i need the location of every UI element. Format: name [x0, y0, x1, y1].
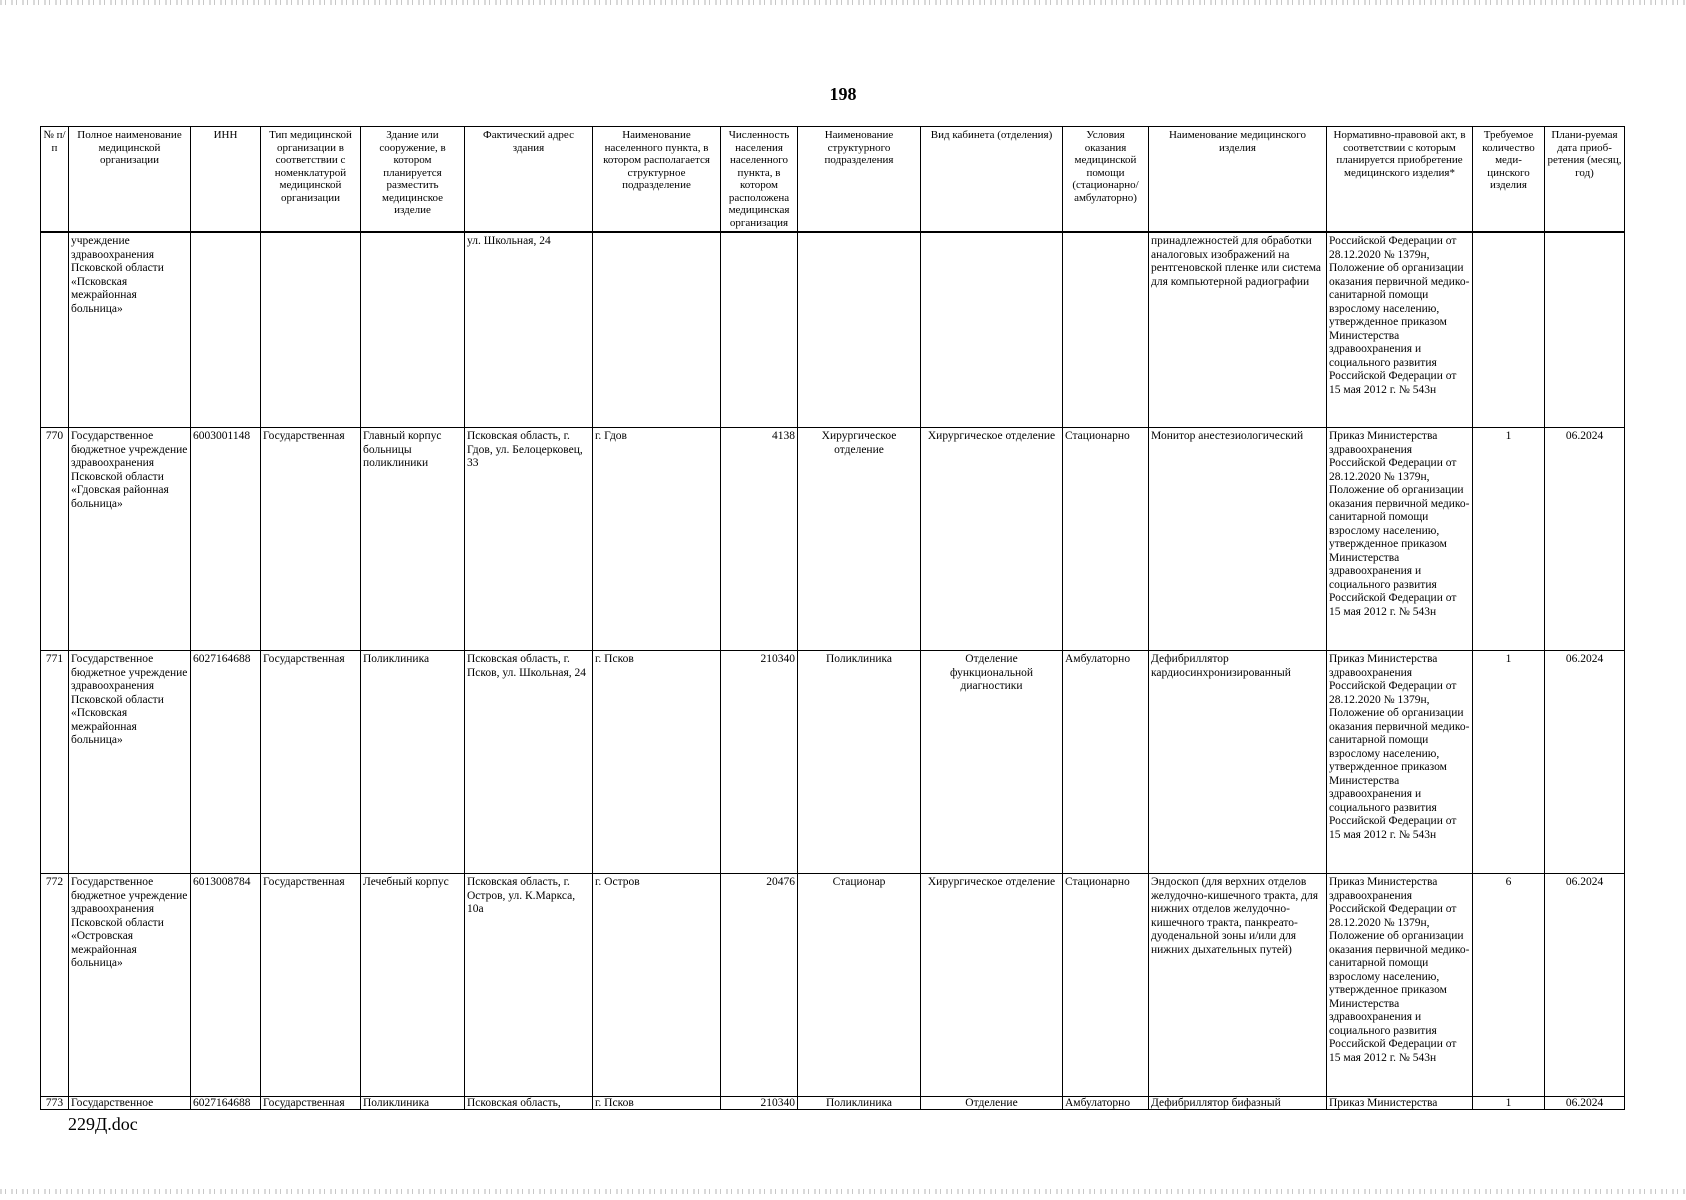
- cell-device: принадлежностей для обработки аналоговых изображений на рентгеновской пленке или система для компьютерной радиографии: [1149, 232, 1327, 428]
- cell-inn: 6013008784: [191, 874, 261, 1097]
- cell-settlement: г. Псков: [593, 1097, 721, 1110]
- cell-population: [721, 232, 798, 428]
- cell-date: 06.2024: [1545, 874, 1625, 1097]
- cell-population: 20476: [721, 874, 798, 1097]
- cell-cabinet: Хирургическое отделение: [921, 428, 1063, 651]
- table-row: [41, 651, 1625, 874]
- cell-qty: 1: [1473, 428, 1545, 651]
- scan-edge-top: [0, 0, 1686, 5]
- header-device: Наименование медицинского изделия: [1149, 127, 1327, 233]
- cell-num: [41, 232, 69, 428]
- cell-date: [1545, 232, 1625, 428]
- cell-qty: 1: [1473, 1097, 1545, 1110]
- cell-cabinet: [921, 232, 1063, 428]
- cell-unit: [798, 232, 921, 428]
- cell-building: Поликлиника: [361, 651, 465, 874]
- table-row: [41, 874, 1625, 1097]
- header-date: Плани-руемая дата приоб-ретения (месяц, год): [1545, 127, 1625, 233]
- header-type: Тип медицинской организации в соответствии с номенклатурой медицинской организации: [261, 127, 361, 233]
- header-settlement: Наименование населенного пункта, в котором располагается структурное подразделение: [593, 127, 721, 233]
- header-conditions: Условия оказания медицинской помощи (стационарно/ амбулаторно): [1063, 127, 1149, 233]
- cell-org: учреждение здравоохранения Псковской области «Псковская межрайонная больница»: [69, 232, 191, 428]
- cell-qty: 6: [1473, 874, 1545, 1097]
- table-row: [41, 232, 1625, 428]
- cell-conditions: Амбулаторно: [1063, 1097, 1149, 1110]
- cell-conditions: [1063, 232, 1149, 428]
- cell-type: Государственная: [261, 428, 361, 651]
- medical-equipment-table: [40, 126, 1625, 1110]
- cell-act: Приказ Министерства здравоохранения Российской Федерации от 28.12.2020 № 1379н, Положение об организации оказания первичной медико-санитарной помощи взрослому населению, утвержденное приказом Министерства здравоохранения и социального развития Российской Федерации от 15 мая 2012 г. № 543н: [1327, 428, 1473, 651]
- cell-act: Приказ Министерства здравоохранения Российской Федерации от 28.12.2020 № 1379н, Положение об организации оказания первичной медико-санитарной помощи взрослому населению, утвержденное приказом Министерства здравоохранения и социального развития Российской Федерации от 15 мая 2012 г. № 543н: [1327, 651, 1473, 874]
- header-building: Здание или сооружение, в котором планируется разместить медицинское изделие: [361, 127, 465, 233]
- cell-address: Псковская область, г. Остров, ул. К.Маркса, 10а: [465, 874, 593, 1097]
- cell-building: Поликлиника: [361, 1097, 465, 1110]
- cell-population: 4138: [721, 428, 798, 651]
- table-row: [41, 428, 1625, 651]
- cell-type: Государственная: [261, 1097, 361, 1110]
- cell-type: Государственная: [261, 651, 361, 874]
- cell-settlement: [593, 232, 721, 428]
- cell-unit: Поликлиника: [798, 651, 921, 874]
- header-inn: ИНН: [191, 127, 261, 233]
- cell-org: Государственное бюджетное учреждение здравоохранения Псковской области «Псковская межрайонная больница»: [69, 651, 191, 874]
- header-population: Численность населения населенного пункта, в котором расположена медицинская организация: [721, 127, 798, 233]
- cell-inn: 6027164688: [191, 1097, 261, 1110]
- cell-conditions: Стационарно: [1063, 428, 1149, 651]
- header-unit: Наименование структурного подразделения: [798, 127, 921, 233]
- cell-population: 210340: [721, 651, 798, 874]
- cell-device: Дефибриллятор бифазный: [1149, 1097, 1327, 1110]
- header-act: Нормативно-правовой акт, в соответствии с которым планируется приобретение медицинского изделия*: [1327, 127, 1473, 233]
- cell-building: Главный корпус больницы поликлиники: [361, 428, 465, 651]
- scan-edge-bottom: [0, 1189, 1686, 1194]
- cell-device: Дефибриллятор кардиосинхронизированный: [1149, 651, 1327, 874]
- cell-building: [361, 232, 465, 428]
- cell-cabinet: Отделение функциональной диагностики: [921, 651, 1063, 874]
- cell-org: Государственное бюджетное учреждение здравоохранения Псковской области «Гдовская районная больница»: [69, 428, 191, 651]
- cell-num: 772: [41, 874, 69, 1097]
- cell-address: ул. Школьная, 24: [465, 232, 593, 428]
- header-address: Фактический адрес здания: [465, 127, 593, 233]
- cell-date: 06.2024: [1545, 651, 1625, 874]
- cell-settlement: г. Псков: [593, 651, 721, 874]
- cell-address: Псковская область, г. Псков, ул. Школьная, 24: [465, 651, 593, 874]
- cell-org: Государственное бюджетное учреждение здравоохранения Псковской области «Островская межрайонная больница»: [69, 874, 191, 1097]
- cell-qty: 1: [1473, 651, 1545, 874]
- cell-unit: Поликлиника: [798, 1097, 921, 1110]
- cell-act: Российской Федерации от 28.12.2020 № 1379н, Положение об организации оказания первичной медико-санитарной помощи взрослому населению, утвержденное приказом Министерства здравоохранения и социального развития Российской Федерации от 15 мая 2012 г. № 543н: [1327, 232, 1473, 428]
- cell-device: Эндоскоп (для верхних отделов желудочно-кишечного тракта, для нижних отделов желудочно-кишечного тракта, панкреато-дуоденальной зоны и/или для нижних дыхательных путей): [1149, 874, 1327, 1097]
- cell-cabinet: Хирургическое отделение: [921, 874, 1063, 1097]
- cell-device: Монитор анестезиологический: [1149, 428, 1327, 651]
- table-row: [41, 1097, 1625, 1110]
- header-org: Полное наименование медицинской организации: [69, 127, 191, 233]
- document-file-name: 229Д.doc: [68, 1114, 138, 1134]
- cell-cabinet: Отделение: [921, 1097, 1063, 1110]
- cell-type: [261, 232, 361, 428]
- cell-inn: 6027164688: [191, 651, 261, 874]
- page-number: 198: [829, 84, 857, 104]
- cell-unit: Стационар: [798, 874, 921, 1097]
- header-num: № п/п: [41, 127, 69, 233]
- table-header-row: [41, 127, 1625, 233]
- cell-address: Псковская область, г. Гдов, ул. Белоцерковец, 33: [465, 428, 593, 651]
- cell-inn: 6003001148: [191, 428, 261, 651]
- cell-unit: Хирургическое отделение: [798, 428, 921, 651]
- cell-address: Псковская область,: [465, 1097, 593, 1110]
- cell-org: Государственное: [69, 1097, 191, 1110]
- cell-num: 773: [41, 1097, 69, 1110]
- cell-building: Лечебный корпус: [361, 874, 465, 1097]
- cell-act: Приказ Министерства: [1327, 1097, 1473, 1110]
- cell-conditions: Амбулаторно: [1063, 651, 1149, 874]
- cell-inn: [191, 232, 261, 428]
- cell-act: Приказ Министерства здравоохранения Российской Федерации от 28.12.2020 № 1379н, Положение об организации оказания первичной медико-санитарной помощи взрослому населению, утвержденное приказом Министерства здравоохранения и социального развития Российской Федерации от 15 мая 2012 г. № 543н: [1327, 874, 1473, 1097]
- cell-conditions: Стационарно: [1063, 874, 1149, 1097]
- cell-type: Государственная: [261, 874, 361, 1097]
- cell-population: 210340: [721, 1097, 798, 1110]
- header-qty: Требуемое количество меди-цинского изделия: [1473, 127, 1545, 233]
- cell-num: 771: [41, 651, 69, 874]
- cell-qty: [1473, 232, 1545, 428]
- cell-date: 06.2024: [1545, 428, 1625, 651]
- cell-date: 06.2024: [1545, 1097, 1625, 1110]
- cell-num: 770: [41, 428, 69, 651]
- cell-settlement: г. Остров: [593, 874, 721, 1097]
- header-cabinet: Вид кабинета (отделения): [921, 127, 1063, 233]
- cell-settlement: г. Гдов: [593, 428, 721, 651]
